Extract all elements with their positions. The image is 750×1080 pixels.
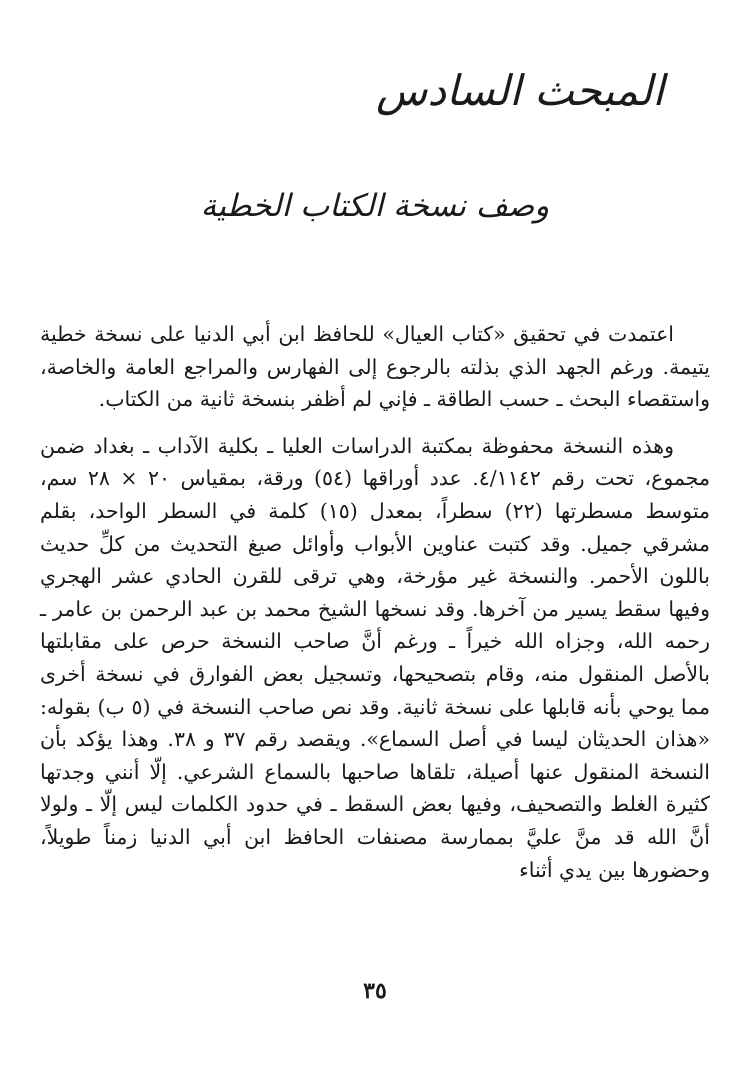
page-number: ٣٥ <box>363 978 387 1004</box>
paragraph-1: اعتمدت في تحقيق «كتاب العيال» للحافظ ابن أبي الدنيا على نسخة خطية يتيمة. ورغم الجهد الذي بذلته بالرجوع إلى الفهارس والمراجع العامة والخاصة، واستقصاء البحث ـ حسب الطاقة ـ فإني لم أظفر بنسخة ثانية من الكتاب. <box>40 322 710 412</box>
chapter-title: المبحث السادس <box>376 66 664 115</box>
body-text <box>40 318 710 886</box>
section-subtitle: وصف نسخة الكتاب الخطية <box>200 188 550 224</box>
paragraph-2: وهذه النسخة محفوظة بمكتبة الدراسات العليا ـ بكلية الآداب ـ بغداد ضمن مجموع، تحت رقم ٤/١١٤٢. عدد أوراقها (٥٤) ورقة، بمقياس ٢٠ × ٢٨ سم، متوسط مسطرتها (٢٢) سطراً، بمعدل (١٥) كلمة في السطر الواحد، بقلم مشرقي جميل. وقد كتبت عناوين الأبواب وأوائل صيغ التحديث من كلِّ حديث باللون الأحمر. والنسخة غير مؤرخة، وهي ترقى للقرن الحادي عشر الهجري وفيها سقط يسير من آخرها. وقد نسخها الشيخ محمد بن عبد الرحمن بن عامر ـ رحمه الله، وجزاه الله خيراً ـ ورغم أنَّ صاحب النسخة حرص على مقابلتها بالأصل المنقول منه، وقام بتصحيحها، وتسجيل بعض الفوارق في نسخة أخرى مما يوحي بأنه قابلها على نسخة ثانية. وقد نص صاحب النسخة في (٥ ب) بقوله: «هذان الحديثان ليسا في أصل السماع». ويقصد رقم ٣٧ و ٣٨. وهذا يؤكد بأن النسخة المنقول عنها أصيلة، تلقاها صاحبها بالسماع الشرعي. إلّا أنني وجدتها كثيرة الغلط والتصحيف، وفيها بعض السقط ـ في حدود الكلمات ليس إلّا ـ ولولا أنَّ الله قد منَّ عليَّ بممارسة مصنفات الحافظ ابن أبي الدنيا زمناً طويلاً، وحضورها بين يدي أثناء <box>40 433 711 882</box>
